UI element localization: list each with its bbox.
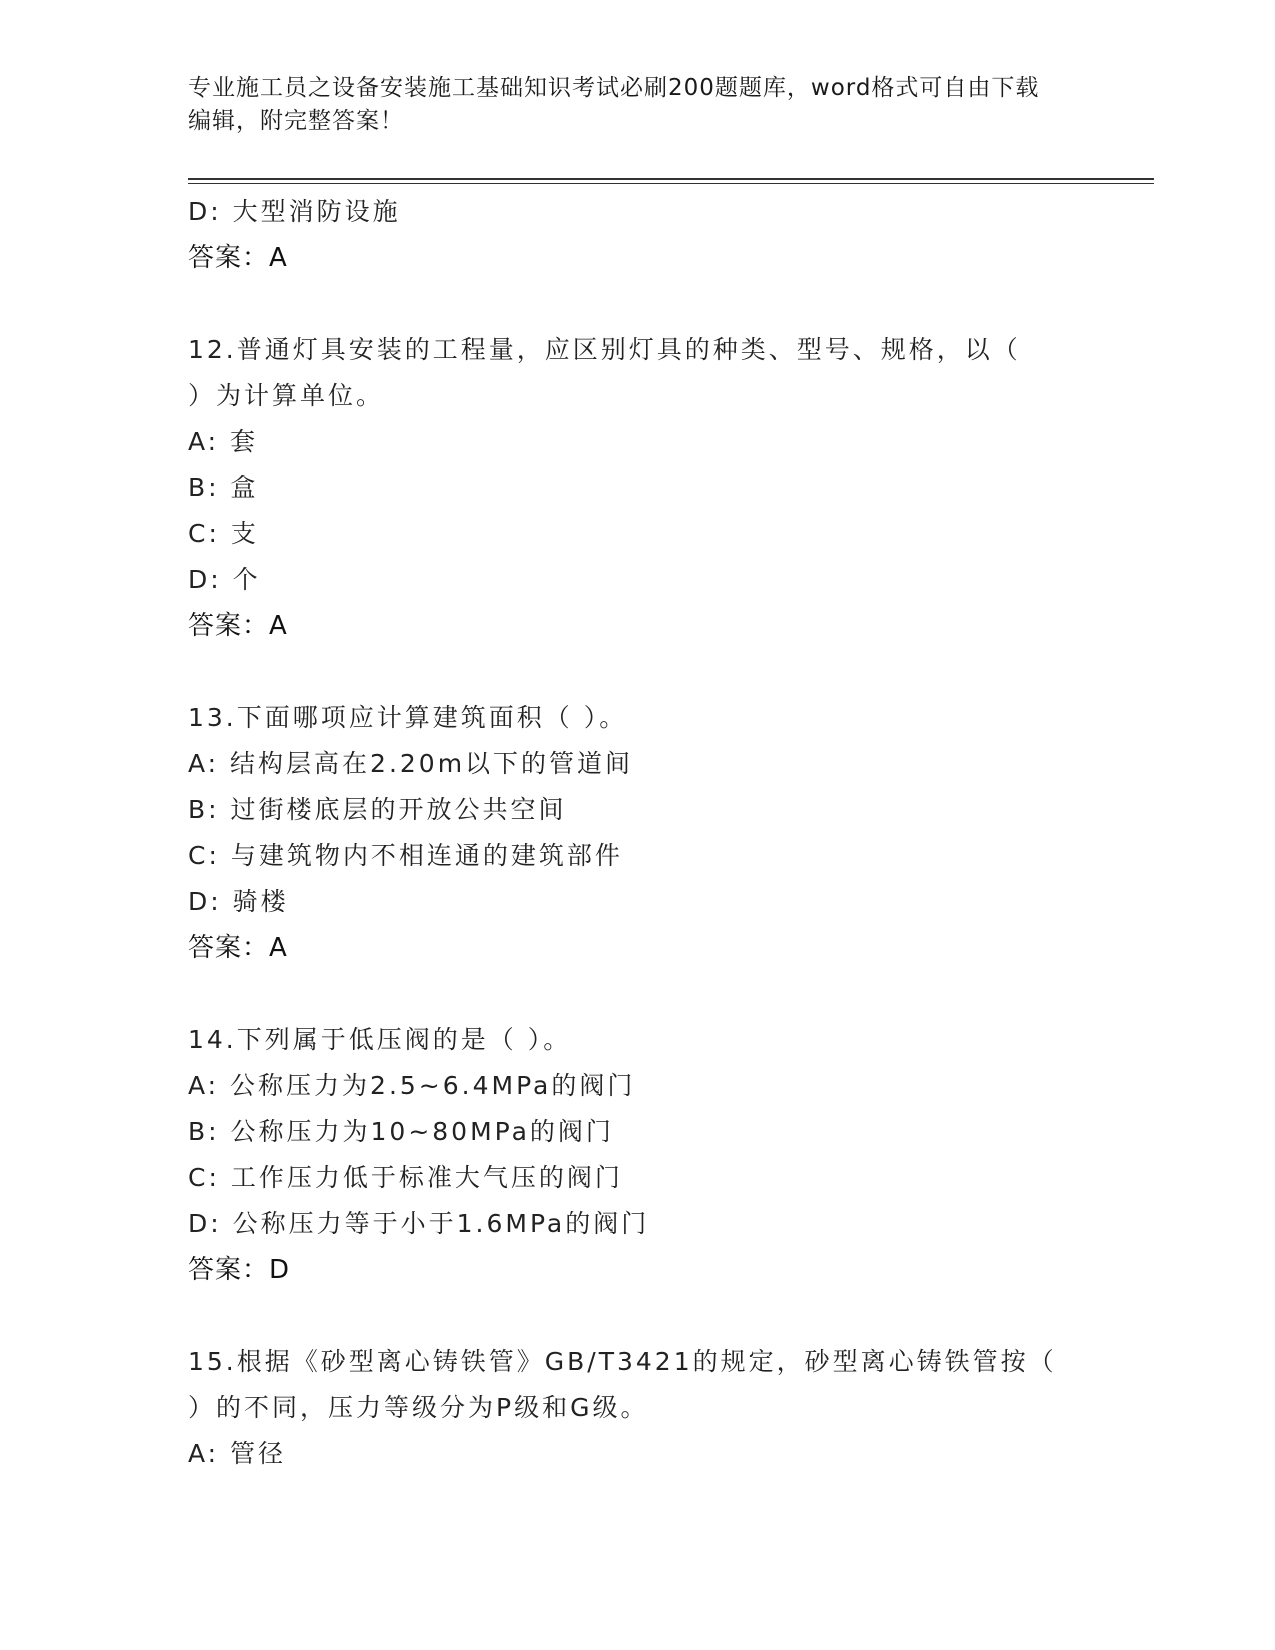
answer: 答案：A xyxy=(188,243,288,273)
question-stem-continued: ）为计算单位。 xyxy=(188,381,385,410)
answer: 答案：D xyxy=(188,1255,291,1285)
question-11-tail xyxy=(188,189,1088,281)
header-title-line-2: 编辑，附完整答案！ xyxy=(188,108,404,134)
page-header xyxy=(188,72,1088,138)
answer: 答案：A xyxy=(188,611,288,641)
question-stem-continued: ）的不同，压力等级分为P级和G级。 xyxy=(188,1393,649,1422)
option-c: C: 与建筑物内不相连通的建筑部件 xyxy=(188,841,623,870)
header-divider xyxy=(188,178,1154,184)
question-12 xyxy=(188,327,1088,649)
option-b: B: 公称压力为10~80MPa的阀门 xyxy=(188,1117,614,1146)
option-a: A: 公称压力为2.5~6.4MPa的阀门 xyxy=(188,1071,636,1100)
option-b: B: 过街楼底层的开放公共空间 xyxy=(188,795,567,824)
question-stem: 14.下列属于低压阀的是（ ）。 xyxy=(188,1025,572,1054)
option-d: D: 公称压力等于小于1.6MPa的阀门 xyxy=(188,1209,650,1238)
spacer xyxy=(188,1293,1088,1339)
spacer xyxy=(188,281,1088,327)
option-a: A: 套 xyxy=(188,427,259,456)
question-14 xyxy=(188,1017,1088,1293)
question-13 xyxy=(188,695,1088,971)
question-stem: 13.下面哪项应计算建筑面积（ ）。 xyxy=(188,703,628,732)
option-d: D: 个 xyxy=(188,565,261,594)
question-stem: 15.根据《砂型离心铸铁管》GB/T3421的规定，砂型离心铸铁管按（ xyxy=(188,1347,1057,1376)
header-title-line-1: 专业施工员之设备安装施工基础知识考试必刷200题题库，word格式可自由下载 xyxy=(188,75,1040,101)
option-c: C: 工作压力低于标准大气压的阀门 xyxy=(188,1163,623,1192)
option-c: C: 支 xyxy=(188,519,259,548)
option-d: D: 大型消防设施 xyxy=(188,197,401,226)
option-b: B: 盒 xyxy=(188,473,259,502)
spacer xyxy=(188,971,1088,1017)
question-15 xyxy=(188,1339,1088,1477)
spacer xyxy=(188,649,1088,695)
document-body xyxy=(188,189,1088,1477)
option-a: A: 管径 xyxy=(188,1439,287,1468)
answer: 答案：A xyxy=(188,933,288,963)
question-stem: 12.普通灯具安装的工程量，应区别灯具的种类、型号、规格，以（ xyxy=(188,335,1021,364)
option-a: A: 结构层高在2.20m以下的管道间 xyxy=(188,749,634,778)
option-d: D: 骑楼 xyxy=(188,887,289,916)
